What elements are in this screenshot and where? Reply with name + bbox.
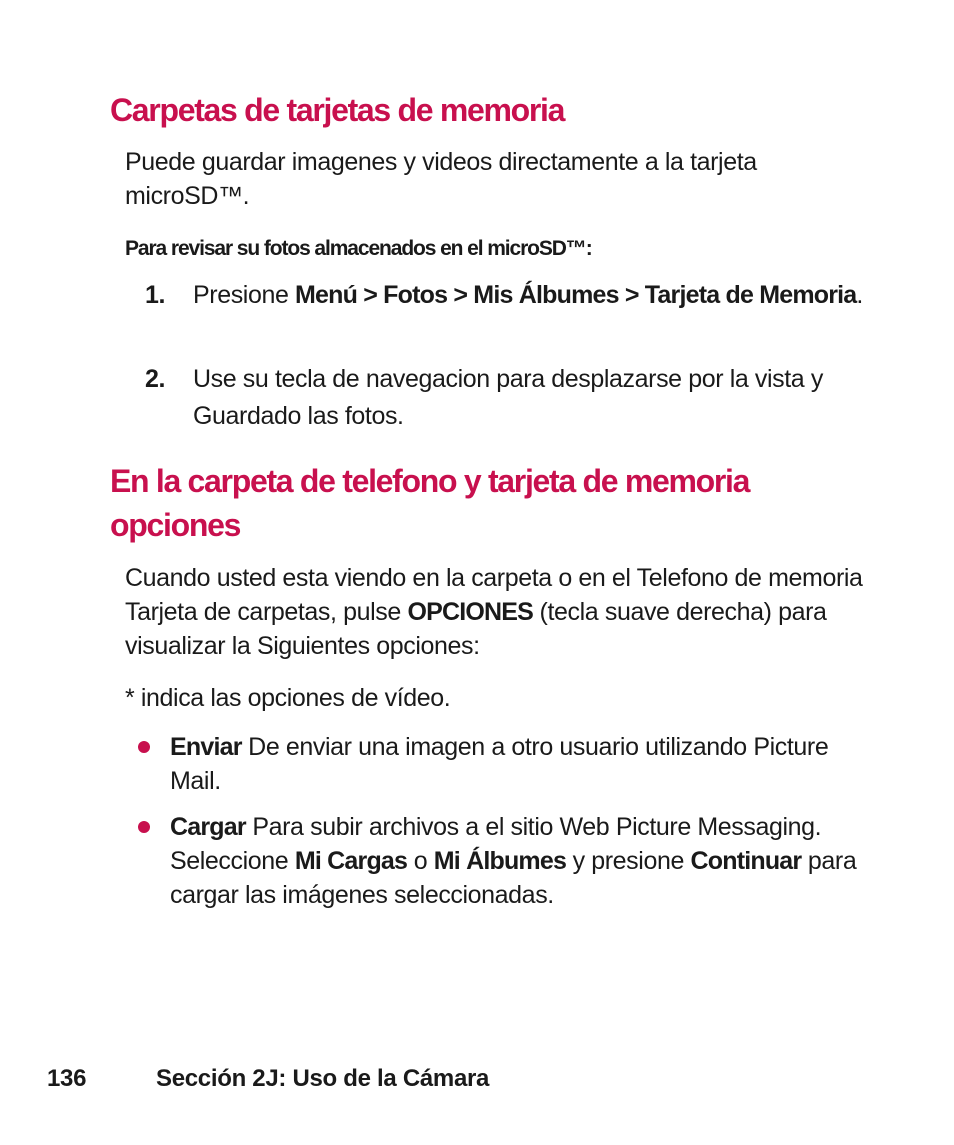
option-description-part-2: y presione — [566, 847, 691, 875]
footer-section-label: Sección 2J: Uso de la Cámara — [156, 1065, 490, 1092]
options-softkey-label: OPCIONES — [407, 598, 534, 626]
options-intro-paragraph — [125, 561, 865, 663]
page-number: 136 — [47, 1065, 87, 1092]
step-number: 2. — [145, 365, 166, 393]
step-text — [193, 277, 885, 314]
option-item-enviar — [138, 730, 858, 800]
bullet-icon — [138, 821, 150, 833]
option-text — [170, 730, 858, 798]
video-options-note: * indica las opciones de vídeo. — [125, 684, 451, 712]
section-title-memory-card-folders: Carpetas de tarjetas de memoria — [110, 92, 565, 128]
step-prefix: Presione — [193, 281, 296, 309]
option-description-part-1: Para subir archivos a el sitio Web Picture Messaging. Seleccione — [170, 813, 822, 875]
option-item-cargar — [138, 810, 858, 946]
mi-albumes-label: Mi Álbumes — [433, 847, 567, 875]
step-suffix: . — [856, 281, 863, 309]
menu-path: Menú > Fotos > Mis Álbumes > Tarjeta de Memoria — [295, 281, 857, 309]
option-term: Enviar — [170, 733, 242, 761]
step-1 — [145, 277, 885, 353]
option-description-part-3: para cargar las imágenes seleccionadas. — [170, 847, 857, 909]
intro-paragraph: Puede guardar imagenes y videos directamente a la tarjeta microSD™. — [125, 148, 757, 210]
option-text — [170, 810, 858, 912]
intro-text-part-1: Cuando usted esta viendo en la carpeta o en el Telefono de memoria Tarjeta de carpetas, pulse — [125, 564, 863, 626]
option-description: De enviar una imagen a otro usuario utilizando Picture Mail. — [170, 733, 829, 795]
procedure-subheading: Para revisar su fotos almacenados en el microSD™: — [125, 237, 592, 260]
section-title-options: En la carpeta de telefono y tarjeta de memoria opciones — [110, 463, 750, 543]
bullet-icon — [138, 741, 150, 753]
intro-text-part-2: (tecla suave derecha) para visualizar la Siguientes opciones: — [125, 598, 827, 660]
continuar-label: Continuar — [690, 847, 802, 875]
step-text: Use su tecla de navegacion para desplazarse por la vista y Guardado las fotos. — [193, 365, 823, 430]
mi-cargas-label: Mi Cargas — [294, 847, 408, 875]
option-term: Cargar — [170, 813, 246, 841]
step-number: 1. — [145, 281, 166, 309]
connector-text: o — [407, 847, 434, 875]
step-2 — [145, 361, 885, 437]
